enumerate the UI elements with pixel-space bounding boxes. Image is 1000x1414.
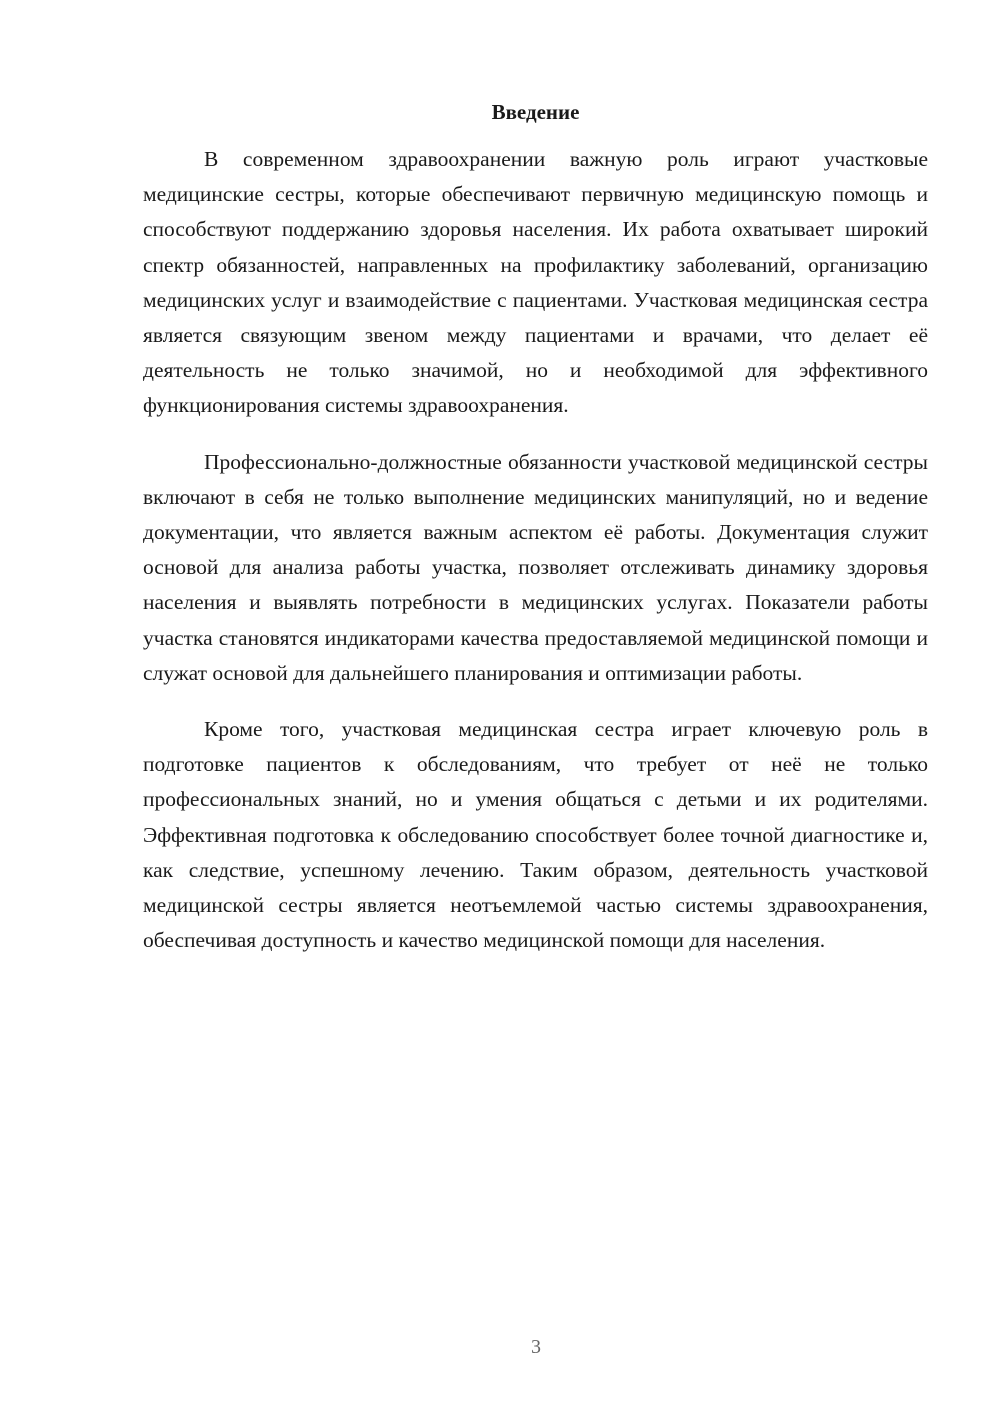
paragraph-1: В современном здравоохранении важную роль играют участковые медицинские сестры, которые обеспечивают первичную медицинскую помощь и способствуют поддержанию здоровья населения. Их работа охватывает широкий спектр обязанностей, направленных на профилактику заболеваний, организацию медицинских услуг и взаимодействие с пациентами. Участковая медицинская сестра является связующим звеном между пациентами и врачами, что делает её деятельность не только значимой, но и необходимой для эффективного функционирования системы здравоохранения. — [143, 147, 928, 418]
page-number: 3 — [531, 1336, 541, 1358]
body-text — [143, 142, 928, 979]
section-heading: Введение — [491, 100, 580, 124]
paragraph-2: Профессионально-должностные обязанности участковой медицинской сестры включают в себя не только выполнение медицинских манипуляций, но и ведение документации, что является важным аспектом её работы. Документация служит основой для анализа работы участка, позволяет отслеживать динамику здоровья населения и выявлять потребности в медицинских услугах. Показатели работы участка становятся индикаторами качества предоставляемой медицинской помощи и служат основой для дальнейшего планирования и оптимизации работы. — [143, 449, 928, 685]
paragraph-3: Кроме того, участковая медицинская сестра играет ключевую роль в подготовке пациентов к обследованиям, что требует от неё не только профессиональных знаний, но и умения общаться с детьми и их родителями. Эффективная подготовка к обследованию способствует более точной диагностике и, как следствие, успешному лечению. Таким образом, деятельность участковой медицинской сестры является неотъемлемой частью системы здравоохранения, обеспечивая доступность и качество медицинской помощи для населения. — [143, 717, 928, 953]
